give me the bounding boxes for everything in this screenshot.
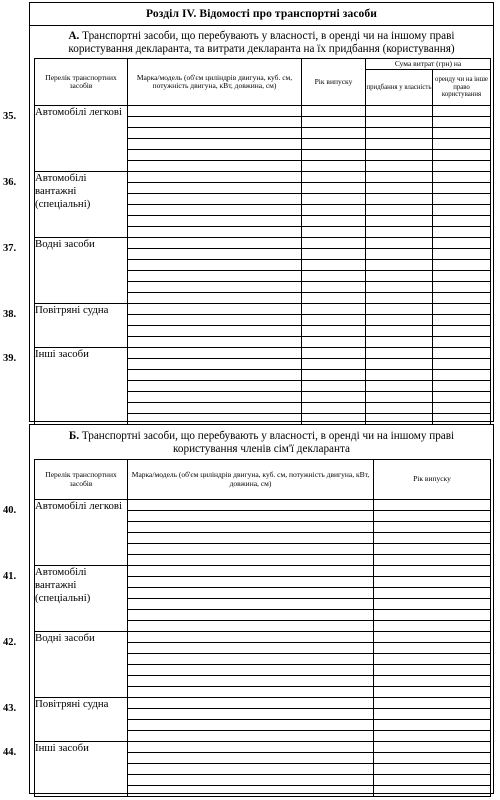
part-a-entry-cell[interactable]: [433, 414, 491, 425]
part-a-entry-cell[interactable]: [302, 271, 366, 282]
part-b-entry-cell[interactable]: [128, 753, 374, 764]
part-b-row-number: 43.: [3, 702, 17, 714]
part-a-entry-cell[interactable]: [302, 293, 366, 304]
part-b-entry-cell[interactable]: [128, 511, 374, 522]
part-b-entry-cell[interactable]: [374, 621, 491, 632]
part-a-entry-cell[interactable]: [128, 271, 302, 282]
part-a-entry-cell[interactable]: [433, 216, 491, 227]
part-a-col-list: Перелік транспортних засобів: [35, 59, 128, 106]
part-a-row-2-line: [35, 172, 491, 183]
part-b-entry-cell[interactable]: [128, 731, 374, 742]
part-a-category-label: Автомобілі легкові: [35, 106, 128, 172]
part-a-entry-cell[interactable]: [128, 381, 302, 392]
part-a-category-label: Автомобілі вантажні (спеціальні): [35, 172, 128, 238]
part-b-category-label: Автомобілі легкові: [35, 500, 128, 566]
part-b-entry-cell[interactable]: [128, 522, 374, 533]
part-a-entry-cell[interactable]: [366, 249, 433, 260]
part-b-entry-cell[interactable]: [128, 676, 374, 687]
part-a-entry-cell[interactable]: [366, 392, 433, 403]
part-b-entry-cell[interactable]: [374, 544, 491, 555]
part-a-entry-cell[interactable]: [128, 194, 302, 205]
part-b-entry-cell[interactable]: [374, 566, 491, 577]
part-a-entry-cell[interactable]: [302, 381, 366, 392]
part-a-entry-cell[interactable]: [433, 392, 491, 403]
section-title: Розділ IV. Відомості про транспортні засоби: [30, 3, 493, 26]
part-b-entry-cell[interactable]: [128, 599, 374, 610]
part-a-entry-cell[interactable]: [128, 304, 302, 315]
part-a-entry-cell[interactable]: [302, 216, 366, 227]
part-b-entry-cell[interactable]: [128, 610, 374, 621]
part-a-entry-cell[interactable]: [302, 172, 366, 183]
part-a-entry-cell[interactable]: [366, 337, 433, 348]
part-a-heading-text: Транспортні засоби, що перебувають у власності, в оренді чи на іншому праві користування декларанта, та витрати декларанта на їх придбання (користування): [68, 30, 455, 55]
part-a-entry-cell[interactable]: [433, 326, 491, 337]
part-a-entry-cell[interactable]: [302, 359, 366, 370]
part-b-entry-cell[interactable]: [374, 500, 491, 511]
part-a-entry-cell[interactable]: [302, 128, 366, 139]
part-a-entry-cell[interactable]: [302, 370, 366, 381]
part-b-category-label: Водні засоби: [35, 632, 128, 698]
part-a-entry-cell[interactable]: [302, 183, 366, 194]
part-b-row-number: 41.: [3, 570, 17, 582]
part-a-row-3-line: [35, 238, 491, 249]
part-b-heading: [36, 430, 487, 456]
section-iv-frame: [29, 2, 494, 422]
part-a-entry-cell[interactable]: [128, 183, 302, 194]
part-b-row-number: 44.: [3, 746, 17, 758]
part-a-entry-cell[interactable]: [366, 359, 433, 370]
part-b-entry-cell[interactable]: [374, 599, 491, 610]
part-a-entry-cell[interactable]: [128, 414, 302, 425]
part-b-entry-cell[interactable]: [128, 577, 374, 588]
part-a-entry-cell[interactable]: [366, 260, 433, 271]
part-a-entry-cell[interactable]: [433, 227, 491, 238]
part-b-entry-cell[interactable]: [374, 522, 491, 533]
part-a-entry-cell[interactable]: [433, 381, 491, 392]
part-a-entry-cell[interactable]: [433, 194, 491, 205]
part-b-category-label: Повітряні судна: [35, 698, 128, 742]
part-a-entry-cell[interactable]: [366, 106, 433, 117]
part-a-entry-cell[interactable]: [366, 172, 433, 183]
part-a-entry-cell[interactable]: [433, 205, 491, 216]
part-b-entry-cell[interactable]: [374, 720, 491, 731]
part-a-row-number: 38.: [3, 308, 17, 320]
part-a-col-expenses: Сума витрат (грн) на: [366, 59, 491, 70]
part-a-table: [34, 58, 491, 425]
part-b-entry-cell[interactable]: [128, 632, 374, 643]
part-a-entry-cell[interactable]: [433, 139, 491, 150]
part-a-entry-cell[interactable]: [366, 205, 433, 216]
part-a-entry-cell[interactable]: [128, 293, 302, 304]
part-a-entry-cell[interactable]: [128, 139, 302, 150]
part-b-entry-cell[interactable]: [374, 775, 491, 786]
part-b-entry-cell[interactable]: [128, 643, 374, 654]
part-a-entry-cell[interactable]: [366, 271, 433, 282]
part-a-entry-cell[interactable]: [302, 260, 366, 271]
part-a-entry-cell[interactable]: [433, 249, 491, 260]
part-a-entry-cell[interactable]: [128, 260, 302, 271]
part-b-row-number: 40.: [3, 504, 17, 516]
part-a-entry-cell[interactable]: [128, 150, 302, 161]
part-a-heading: [36, 30, 487, 56]
part-b-entry-cell[interactable]: [128, 566, 374, 577]
part-b-entry-cell[interactable]: [128, 709, 374, 720]
part-b-entry-cell[interactable]: [374, 665, 491, 676]
part-a-entry-cell[interactable]: [366, 381, 433, 392]
part-a-entry-cell[interactable]: [302, 238, 366, 249]
part-b-row-1-line: [35, 500, 491, 511]
part-a-entry-cell[interactable]: [128, 106, 302, 117]
part-a-entry-cell[interactable]: [433, 337, 491, 348]
part-a-entry-cell[interactable]: [128, 337, 302, 348]
part-a-entry-cell[interactable]: [366, 161, 433, 172]
part-b-entry-cell[interactable]: [374, 511, 491, 522]
part-a-entry-cell[interactable]: [128, 238, 302, 249]
part-b-entry-cell[interactable]: [374, 632, 491, 643]
part-b-entry-cell[interactable]: [128, 654, 374, 665]
part-a-entry-cell[interactable]: [302, 227, 366, 238]
part-b-entry-cell[interactable]: [128, 544, 374, 555]
part-a-col-rent: оренду чи на інше право користування: [433, 70, 491, 106]
declaration-page: [3, 2, 495, 794]
part-a-entry-cell[interactable]: [128, 348, 302, 359]
part-b-entry-cell[interactable]: [374, 709, 491, 720]
part-b-entry-cell[interactable]: [128, 621, 374, 632]
part-b-col-brand: Марка/модель (об'єм циліндрів двигуна, куб. см, потужність двигуна, кВт, довжина, см): [128, 460, 374, 500]
part-a-entry-cell[interactable]: [366, 238, 433, 249]
part-a-entry-cell[interactable]: [128, 359, 302, 370]
part-a-entry-cell[interactable]: [128, 315, 302, 326]
part-b-entry-cell[interactable]: [128, 687, 374, 698]
part-a-entry-cell[interactable]: [128, 205, 302, 216]
part-a-entry-cell[interactable]: [302, 403, 366, 414]
part-a-entry-cell[interactable]: [433, 150, 491, 161]
part-a-entry-cell[interactable]: [302, 161, 366, 172]
part-a-entry-cell[interactable]: [433, 282, 491, 293]
part-a-row-1-line: [35, 106, 491, 117]
part-a-entry-cell[interactable]: [302, 337, 366, 348]
part-a-entry-cell[interactable]: [433, 348, 491, 359]
part-a-entry-cell[interactable]: [433, 161, 491, 172]
part-a-entry-cell[interactable]: [302, 304, 366, 315]
part-a-entry-cell[interactable]: [433, 315, 491, 326]
part-a-entry-cell[interactable]: [128, 326, 302, 337]
part-b-entry-cell[interactable]: [128, 533, 374, 544]
part-b-entry-cell[interactable]: [374, 577, 491, 588]
part-a-entry-cell[interactable]: [128, 161, 302, 172]
part-b-entry-cell[interactable]: [128, 698, 374, 709]
part-a-entry-cell[interactable]: [433, 117, 491, 128]
part-b-row-5-line: [35, 742, 491, 753]
part-a-entry-cell[interactable]: [366, 414, 433, 425]
part-a-entry-cell[interactable]: [128, 227, 302, 238]
part-b-row-3-line: [35, 632, 491, 643]
part-a-category-label: Водні засоби: [35, 238, 128, 304]
part-a-entry-cell[interactable]: [366, 227, 433, 238]
part-a-entry-cell[interactable]: [302, 348, 366, 359]
part-a-entry-cell[interactable]: [366, 326, 433, 337]
part-a-entry-cell[interactable]: [302, 326, 366, 337]
part-a-entry-cell[interactable]: [433, 271, 491, 282]
part-a-entry-cell[interactable]: [302, 139, 366, 150]
part-b-frame: [29, 424, 494, 794]
part-b-row-2-line: [35, 566, 491, 577]
part-a-row-number: 37.: [3, 242, 17, 254]
part-a-entry-cell[interactable]: [128, 216, 302, 227]
part-b-entry-cell[interactable]: [374, 786, 491, 797]
part-a-entry-cell[interactable]: [366, 348, 433, 359]
part-a-entry-cell[interactable]: [128, 392, 302, 403]
part-a-entry-cell[interactable]: [366, 128, 433, 139]
part-a-row-5-line: [35, 348, 491, 359]
part-a-entry-cell[interactable]: [302, 282, 366, 293]
part-a-entry-cell[interactable]: [433, 172, 491, 183]
part-a-entry-cell[interactable]: [433, 106, 491, 117]
part-a-entry-cell[interactable]: [128, 249, 302, 260]
part-b-entry-cell[interactable]: [374, 676, 491, 687]
part-a-entry-cell[interactable]: [302, 392, 366, 403]
part-a-entry-cell[interactable]: [433, 238, 491, 249]
part-b-row-number: 42.: [3, 636, 17, 648]
part-b-entry-cell[interactable]: [374, 533, 491, 544]
part-b-entry-cell[interactable]: [374, 588, 491, 599]
part-a-row-number: 39.: [3, 352, 17, 364]
part-a-entry-cell[interactable]: [128, 172, 302, 183]
part-b-entry-cell[interactable]: [374, 654, 491, 665]
part-a-entry-cell[interactable]: [366, 183, 433, 194]
part-a-col-year: Рік випуску: [302, 59, 366, 106]
part-b-entry-cell[interactable]: [374, 643, 491, 654]
part-a-row-number: 36.: [3, 176, 17, 188]
part-a-entry-cell[interactable]: [433, 293, 491, 304]
part-b-entry-cell[interactable]: [374, 610, 491, 621]
part-b-entry-cell[interactable]: [128, 742, 374, 753]
part-a-entry-cell[interactable]: [302, 249, 366, 260]
part-b-entry-cell[interactable]: [374, 742, 491, 753]
part-b-heading-text: Транспортні засоби, що перебувають у власності, в оренді чи на іншому праві користування членів сім'ї декларанта: [81, 430, 455, 455]
part-b-entry-cell[interactable]: [128, 500, 374, 511]
part-b-entry-cell[interactable]: [128, 665, 374, 676]
part-a-row-number: 35.: [3, 110, 17, 122]
part-a-row-4-line: [35, 304, 491, 315]
part-a-entry-cell[interactable]: [433, 359, 491, 370]
part-a-entry-cell[interactable]: [128, 282, 302, 293]
part-b-entry-cell[interactable]: [128, 720, 374, 731]
part-b-row-4-line: [35, 698, 491, 709]
part-a-category-label: Інші засоби: [35, 348, 128, 425]
part-a-entry-cell[interactable]: [128, 403, 302, 414]
part-b-entry-cell[interactable]: [128, 588, 374, 599]
part-a-letter: А.: [68, 30, 80, 42]
part-a-entry-cell[interactable]: [366, 194, 433, 205]
part-a-entry-cell[interactable]: [366, 370, 433, 381]
part-a-entry-cell[interactable]: [366, 216, 433, 227]
part-a-entry-cell[interactable]: [366, 117, 433, 128]
part-a-entry-cell[interactable]: [433, 183, 491, 194]
part-a-entry-cell[interactable]: [433, 304, 491, 315]
part-b-entry-cell[interactable]: [374, 764, 491, 775]
part-b-entry-cell[interactable]: [374, 731, 491, 742]
part-b-category-label: Інші засоби: [35, 742, 128, 797]
part-b-entry-cell[interactable]: [374, 753, 491, 764]
part-a-entry-cell[interactable]: [302, 194, 366, 205]
part-a-entry-cell[interactable]: [128, 128, 302, 139]
part-b-entry-cell[interactable]: [374, 687, 491, 698]
part-a-entry-cell[interactable]: [302, 150, 366, 161]
part-a-entry-cell[interactable]: [366, 139, 433, 150]
part-a-entry-cell[interactable]: [433, 128, 491, 139]
part-a-entry-cell[interactable]: [433, 260, 491, 271]
part-b-letter: Б.: [68, 430, 80, 442]
part-b-entry-cell[interactable]: [128, 764, 374, 775]
part-a-col-brand: Марка/модель (об'єм циліндрів двигуна, куб. см, потужність двигуна, кВт, довжина, см): [128, 59, 302, 106]
part-b-entry-cell[interactable]: [128, 786, 374, 797]
part-b-table: [34, 459, 491, 797]
part-a-entry-cell[interactable]: [366, 403, 433, 414]
part-b-entry-cell[interactable]: [374, 555, 491, 566]
part-a-entry-cell[interactable]: [128, 117, 302, 128]
part-b-col-list: Перелік транспортних засобів: [35, 460, 128, 500]
part-b-entry-cell[interactable]: [128, 555, 374, 566]
part-a-entry-cell[interactable]: [366, 304, 433, 315]
part-a-col-purchase: придбання у власність: [366, 70, 433, 106]
part-a-category-label: Повітряні судна: [35, 304, 128, 348]
part-a-entry-cell[interactable]: [302, 106, 366, 117]
part-a-entry-cell[interactable]: [366, 293, 433, 304]
part-a-entry-cell[interactable]: [433, 370, 491, 381]
part-a-entry-cell[interactable]: [302, 205, 366, 216]
part-a-entry-cell[interactable]: [366, 282, 433, 293]
part-b-entry-cell[interactable]: [374, 698, 491, 709]
part-a-entry-cell[interactable]: [302, 117, 366, 128]
part-a-entry-cell[interactable]: [366, 150, 433, 161]
part-a-entry-cell[interactable]: [128, 370, 302, 381]
part-a-entry-cell[interactable]: [302, 414, 366, 425]
part-b-col-year: Рік випуску: [374, 460, 491, 500]
part-a-entry-cell[interactable]: [433, 403, 491, 414]
part-b-category-label: Автомобілі вантажні (спеціальні): [35, 566, 128, 632]
part-b-entry-cell[interactable]: [128, 775, 374, 786]
part-a-entry-cell[interactable]: [366, 315, 433, 326]
part-a-entry-cell[interactable]: [302, 315, 366, 326]
